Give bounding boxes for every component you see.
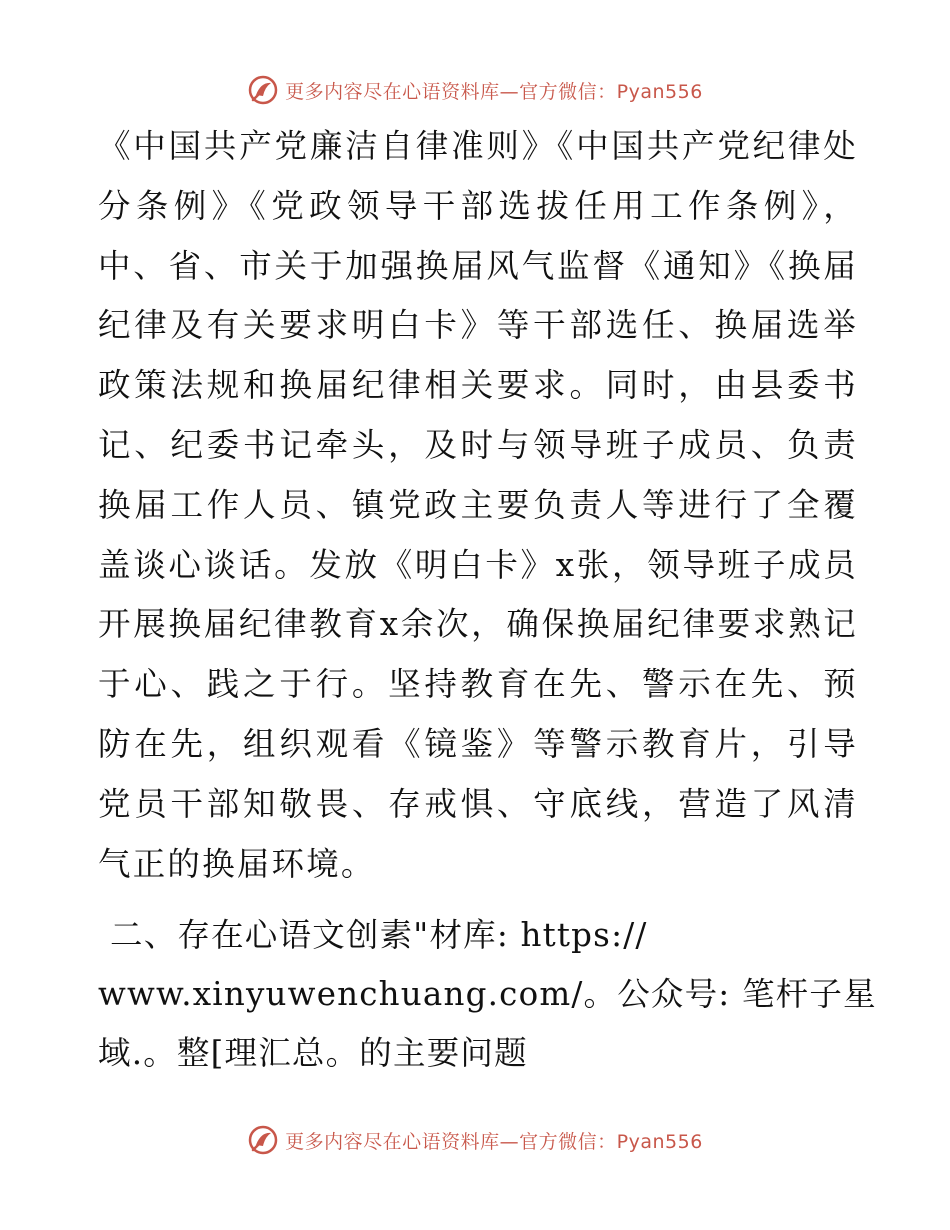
brand-logo-icon: [247, 1124, 279, 1156]
header-banner: [0, 70, 950, 110]
section-heading-line: 域.。整[理汇总。的主要问题: [98, 1034, 528, 1073]
header-banner-text: 更多内容尽在心语资料库—官方微信：Pyan556: [285, 80, 703, 103]
footer-banner-text: 更多内容尽在心语资料库—官方微信：Pyan556: [285, 1130, 703, 1153]
section-heading-line: 二、存在心语文创素"材库: https://: [110, 916, 648, 955]
section-heading-line: www.xinyuwenchuang.com/。公众号: 笔杆子星: [98, 975, 877, 1014]
section-heading-paragraph: [98, 906, 877, 1083]
body-paragraph: 《中国共产党廉洁自律准则》《中国共产党纪律处分条例》《党政领导干部选拔任用工作条例》，中、省、市关于加强换届风气监督《通知》《换届纪律及有关要求明白卡》等干部选任、换届选举政策法规和换届纪律相关要求。同时，由县委书记、纪委书记牵头，及时与领导班子成员、负责换届工作人员、镇党政主要负责人等进行了全覆盖谈心谈话。发放《明白卡》x张，领导班子成员开展换届纪律教育x余次，确保换届纪律要求熟记于心、践之于行。坚持教育在先、警示在先、预防在先，组织观看《镜鉴》等警示教育片，引导党员干部知敬畏、存戒惧、守底线，营造了风清气正的换届环境。: [98, 127, 858, 883]
footer-banner: [0, 1120, 950, 1160]
brand-logo-icon: [247, 74, 279, 106]
document-body: [98, 117, 877, 1083]
